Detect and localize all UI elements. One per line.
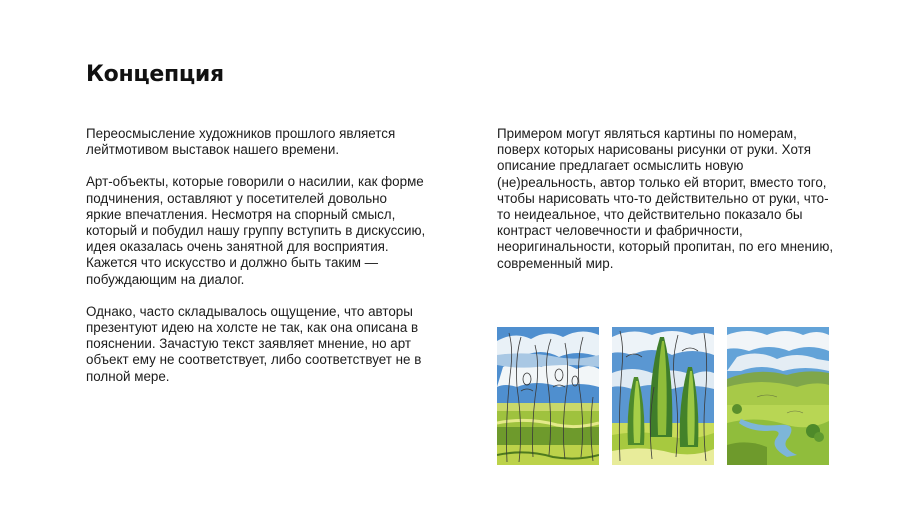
left-text-column <box>86 126 426 385</box>
right-text-column <box>497 126 842 272</box>
cypress-trees-image <box>612 327 714 465</box>
critique-paragraph: Однако, часто складывалось ощущение, что авторы презентуют идею на холсте не так, как она описана в пояснении. Зачастую текст заявляет мнение, но арт объект ему не соответствует, либо соответствует не в полной мере. <box>86 303 422 384</box>
intro-paragraph: Переосмысление художников прошлого является лейтмотивом выставок нашего времени. <box>86 126 396 158</box>
art-objects-paragraph: Арт-объекты, которые говорили о насилии, как форме подчинения, оставляют у посетителей довольно яркие впечатления. Несмотря на спорный смысл, который и побудил нашу группу вступить в дискуссию, идея оказалась очень занятной для восприятия. Кажется что искусство и должно быть таким — побуждающим на диалог. <box>86 174 426 287</box>
meadow-sketch-image <box>497 327 599 465</box>
slide-title: Концепция <box>86 62 224 87</box>
painting-meadow-with-sketches <box>497 327 599 465</box>
example-paragraph: Примером могут являться картины по номерам, поверх которых нарисованы рисунки от руки. Хотя описание предлагает осмыслить новую (не)реальность, автор только ей вторит, вместо того, чтобы нарисовать что-то действительно от руки, что-то неидеальное, что действительно показало бы контраст человечности и фабричности, неоригинальности, который пропитан, по его мнению, современный мир. <box>497 126 834 271</box>
painting-cypress-trees <box>612 327 714 465</box>
painting-valley-river <box>727 327 829 465</box>
painting-gallery <box>497 327 830 467</box>
valley-river-image <box>727 327 829 465</box>
